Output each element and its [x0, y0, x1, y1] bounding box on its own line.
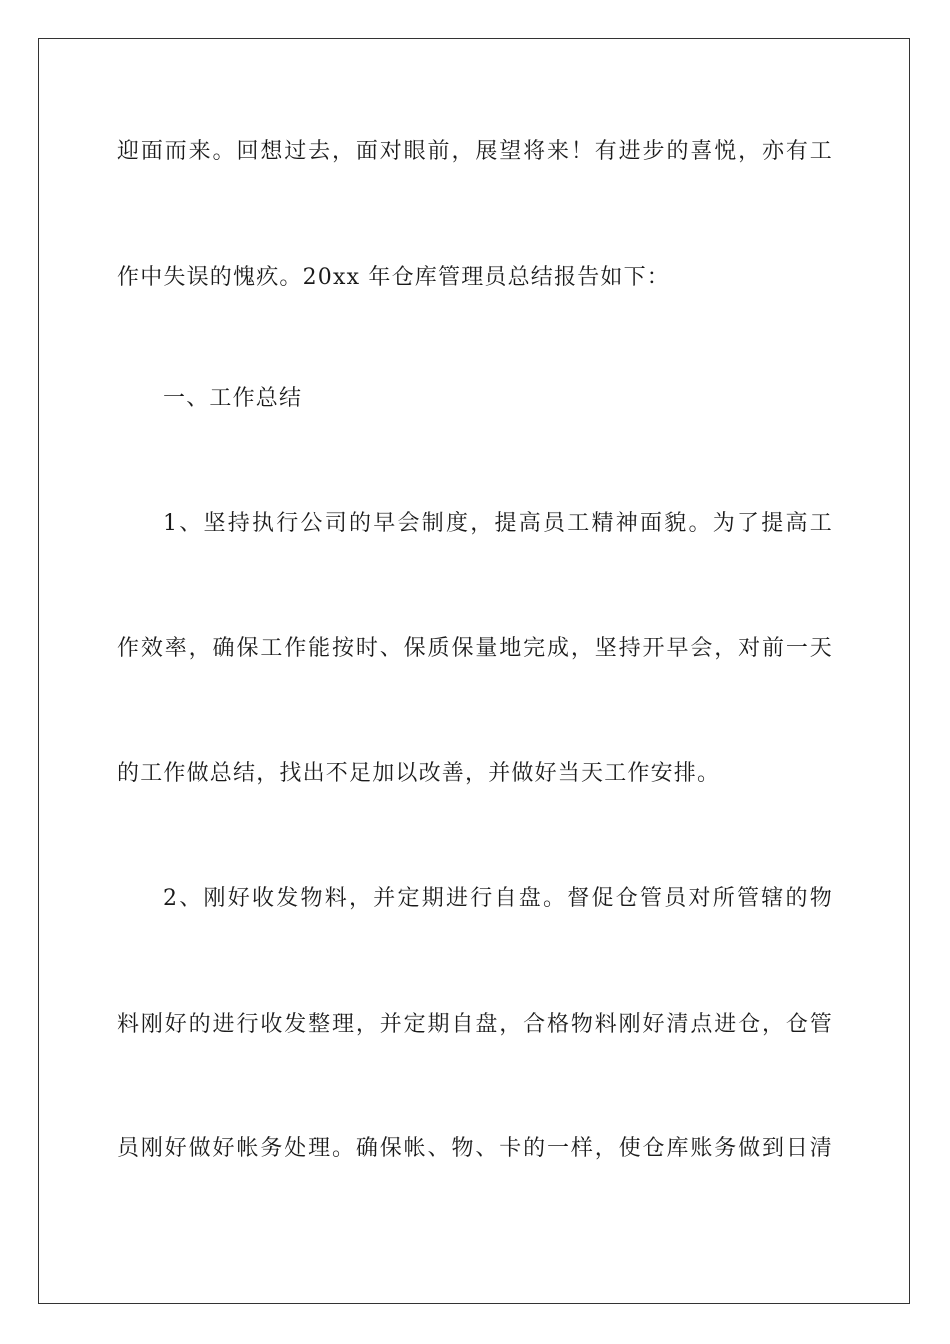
- paragraph-line-6: 2、刚好收发物料，并定期进行自盘。督促仓管员对所管辖的物: [163, 886, 833, 911]
- paragraph-line-4: 作效率，确保工作能按时、保质保量地完成，坚持开早会，对前一天: [117, 636, 833, 661]
- paragraph-line-8: 员刚好做好帐务处理。确保帐、物、卡的一样，使仓库账务做到日清: [117, 1136, 833, 1161]
- paragraph-line-2: 作中失误的愧疚。20xx 年仓库管理员总结报告如下：: [117, 265, 671, 290]
- paragraph-line-3: 1、坚持执行公司的早会制度，提高员工精神面貌。为了提高工: [163, 511, 833, 536]
- paragraph-line-1: 迎面而来。回想过去，面对眼前，展望将来！有进步的喜悦，亦有工: [117, 139, 833, 164]
- paragraph-line-7: 料刚好的进行收发整理，并定期自盘，合格物料刚好清点进仓，仓管: [117, 1012, 833, 1037]
- section-heading-work-summary: 一、工作总结: [163, 386, 303, 411]
- page-border: [38, 38, 910, 1304]
- paragraph-line-5: 的工作做总结，找出不足加以改善，并做好当天工作安排。: [117, 761, 721, 786]
